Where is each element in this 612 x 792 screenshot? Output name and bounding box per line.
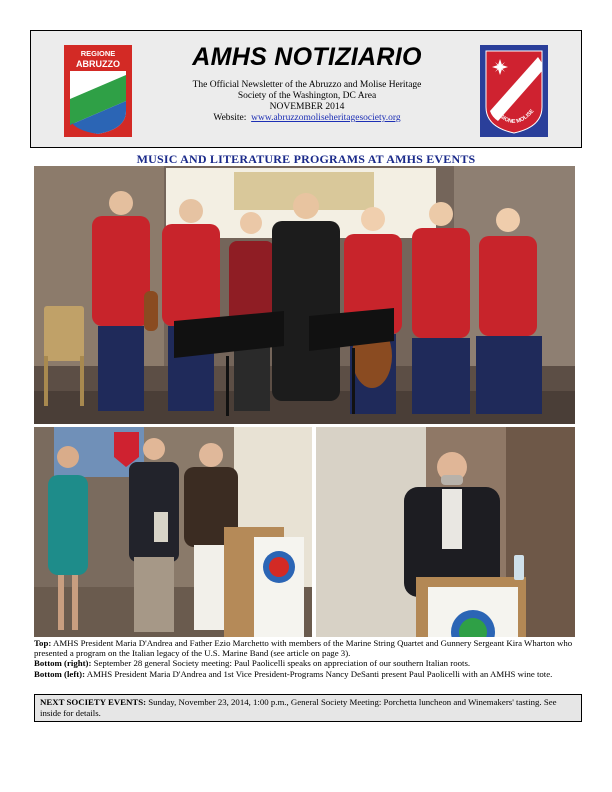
caption-bottom-left: [34, 669, 582, 679]
photo-marine-string-quartet-group: [34, 166, 575, 424]
website-label: Website:: [213, 113, 247, 123]
caption-bottom-right: [34, 658, 582, 668]
website-line: [141, 113, 473, 124]
photo-captions: [34, 638, 582, 679]
newsletter-subtitle-line2: Society of the Washington, DC Area: [237, 91, 377, 101]
masthead: [30, 30, 582, 148]
newsletter-issue-date: NOVEMBER 2014: [269, 102, 345, 112]
caption-bottom-left-label: Bottom (left):: [34, 668, 86, 679]
caption-bottom-right-text: September 28 general Society meeting: Paul Paolicelli speaks on appreciation of our southern Italian roots.: [91, 658, 471, 669]
website-link[interactable]: www.abruzzomoliseheritagesociety.org: [251, 113, 401, 123]
svg-text:REGIONE MOLISE: REGIONE MOLISE: [492, 108, 536, 126]
regione-abruzzo-logo: [64, 45, 132, 137]
caption-bottom-right-label: Bottom (right):: [34, 658, 92, 669]
caption-top-text: AMHS President Maria D'Andrea and Father Ezio Marchetto with members of the Marine String Quartet and Gunnery Sergeant Kira Wharton who presented a program on the Italian legacy of the U.S. Marine Band (see article on page 3).: [34, 638, 573, 659]
next-events-label: NEXT SOCIETY EVENTS:: [40, 697, 147, 707]
masthead-text: [141, 45, 473, 124]
page-headline: MUSIC AND LITERATURE PROGRAMS AT AMHS EVENTS: [136, 152, 476, 166]
svg-text:ABRUZZO: ABRUZZO: [76, 59, 120, 69]
svg-text:REGIONE: REGIONE: [80, 49, 116, 58]
newsletter-title: AMHS NOTIZIARIO: [192, 43, 422, 71]
photo-speaker-at-podium: [316, 427, 575, 637]
caption-top: [34, 638, 582, 658]
caption-bottom-left-text: AMHS President Maria D'Andrea and 1st Vice President-Programs Nancy DeSanti present Paul Paolicelli with an AMHS wine tote.: [85, 668, 553, 679]
regione-molise-logo: [480, 45, 548, 137]
next-events-text: Sunday, November 23, 2014, 1:00 p.m., General Society Meeting: Porchetta luncheon and Winemakers' tasting. See inside for details.: [40, 697, 557, 718]
newsletter-subtitle-line1: The Official Newsletter of the Abruzzo and Molise Heritage: [192, 80, 422, 90]
photo-wine-tote-presentation: [34, 427, 312, 637]
next-events-box: [34, 694, 582, 722]
caption-top-label: Top:: [34, 638, 52, 648]
